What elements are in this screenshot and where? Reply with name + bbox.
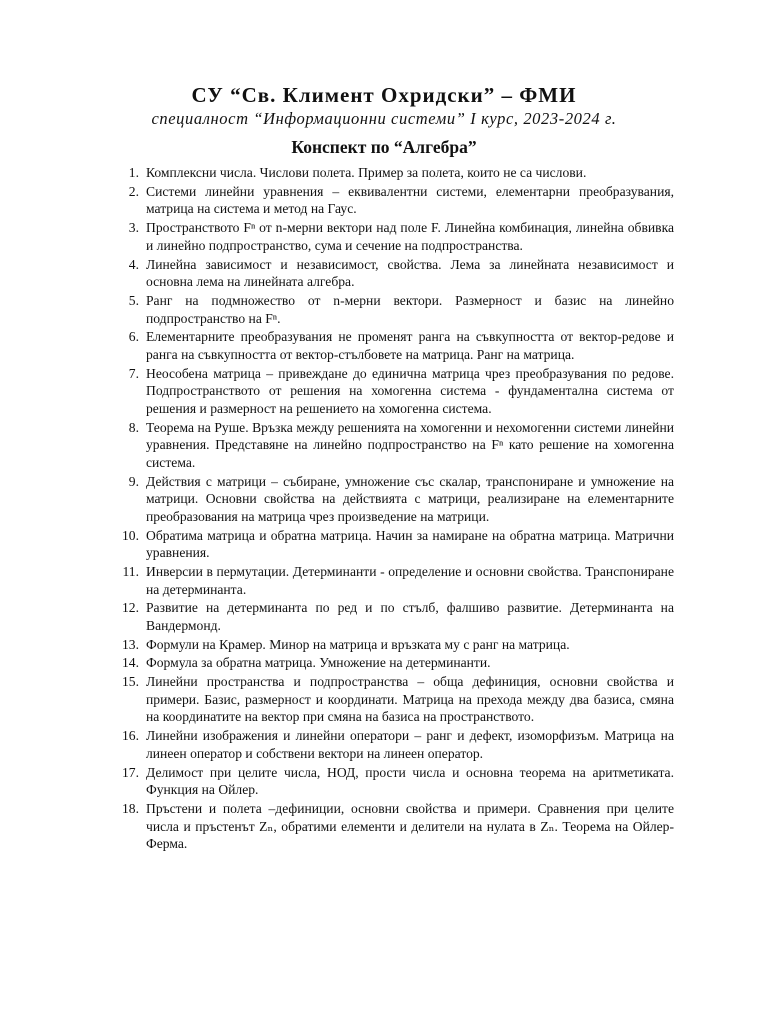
item-text: Обратима матрица и обратна матрица. Начин за намиране на обратна матрица. Матрични уравнения. <box>146 527 674 561</box>
item-number: 12. <box>122 600 139 616</box>
item-number: 8. <box>128 419 139 435</box>
topics-list <box>113 164 674 854</box>
item-text: Ранг на подмножество от n-мерни вектори. Размерност и базис на линейно подпространство на Fⁿ. <box>146 292 674 326</box>
list-item <box>113 473 674 526</box>
item-text: Развитие на детерминанта по ред и по стълб, фалшиво развитие. Детерминанта на Вандермонд. <box>146 600 674 633</box>
item-number: 17. <box>122 764 139 780</box>
list-item <box>113 183 674 218</box>
item-text: Делимост при целите числа, НОД, прости числа и основна теорема на аритметиката. Функция на Ойлер. <box>146 764 674 798</box>
list-item <box>113 599 674 634</box>
program-subheader: специалност “Информационни системи” I курс, 2023-2024 г. <box>151 109 617 128</box>
item-text: Линейни пространства и подпространства – обща дефиниция, основни свойства и примери. Базис, размерност и координати. Матрица на прехода между два базиса, смяна на координатите на вектор при смяна на базиса на пространството. <box>146 674 674 725</box>
item-number: 1. <box>128 165 139 180</box>
item-number: 6. <box>128 329 139 345</box>
item-number: 3. <box>128 220 139 236</box>
list-item <box>113 727 674 762</box>
list-item <box>113 292 674 327</box>
item-number: 13. <box>122 636 139 652</box>
list-item <box>113 164 674 182</box>
item-number: 10. <box>122 527 139 543</box>
item-text: Действия с матрици – събиране, умножение със скалар, транспониране и умножение на матрици. Основни свойства на действията с матрици, реализиране на елементарните преобразования на матрица чрез произведение на матрици. <box>146 473 674 524</box>
item-number: 4. <box>128 256 139 272</box>
list-item <box>113 256 674 291</box>
item-number: 11. <box>122 563 139 579</box>
list-item <box>113 563 674 598</box>
item-text: Линейна зависимост и независимост, свойства. Лема за линейната независимост и основна лема на линейната алгебра. <box>146 256 674 290</box>
item-text: Формула за обратна матрица. Умножение на детерминанти. <box>146 655 491 671</box>
institution-header: СУ “Св. Климент Охридски” – ФМИ <box>191 83 577 107</box>
item-text: Пръстени и полета –дефиниции, основни свойства и примери. Сравнения при целите числа и пръстенът Zₙ, обратими елементи и делители на нулата в Zₙ. Теорема на Ойлер-Ферма. <box>146 800 674 852</box>
list-item <box>113 328 674 363</box>
item-text: Системи линейни уравнения – еквивалентни системи, елементарни преобразувания, матрица на система и метод на Гаус. <box>146 183 674 217</box>
list-item <box>113 365 674 418</box>
list-item <box>113 673 674 726</box>
item-text: Пространството Fⁿ от n-мерни вектори над поле F. Линейна комбинация, линейна обвивка и линейно подпространство, сума и сечение на подпространства. <box>146 220 674 253</box>
item-number: 5. <box>128 292 139 308</box>
item-number: 9. <box>128 473 139 489</box>
list-item <box>113 219 674 254</box>
list-item <box>113 764 674 799</box>
item-text: Инверсии в пермутации. Детерминанти - определение и основни свойства. Транспониране на детерминанта. <box>146 563 674 597</box>
item-text: Линейни изображения и линейни оператори – ранг и дефект, изоморфизъм. Матрица на линеен оператор и собствени вектори на линеен оператор. <box>146 728 674 761</box>
item-text: Формули на Крамер. Минор на матрица и връзката му с ранг на матрица. <box>146 636 570 652</box>
item-number: 2. <box>128 183 139 199</box>
page-title: Конспект по “Алгебра” <box>291 137 477 157</box>
item-number: 7. <box>128 365 139 381</box>
item-number: 16. <box>122 728 139 744</box>
list-item <box>113 419 674 472</box>
list-item <box>113 527 674 562</box>
item-text: Теорема на Руше. Връзка между решенията на хомогенни и нехомогенни системи линейни уравнения. Представяне на линейно подпространство на Fⁿ като решение на хомогенна система. <box>146 419 674 470</box>
item-number: 14. <box>122 655 139 671</box>
item-text: Неособена матрица – привеждане до единична матрица чрез преобразувания по редове. Подпространството от решения на хомогенна система - фундаментална система от решения и размерност на решението на хомогенна система. <box>146 365 674 416</box>
item-number: 15. <box>122 674 139 690</box>
item-number: 18. <box>122 800 139 816</box>
item-text: Елементарните преобразувания не променят ранга на съвкупността от вектор-редове и ранга на съвкупността от вектор-стълбовете на матрица. Ранг на матрица. <box>146 329 674 362</box>
list-item <box>113 800 674 853</box>
list-item <box>113 636 674 654</box>
item-text: Комплексни числа. Числови полета. Пример за полета, които не са числови. <box>146 165 587 180</box>
list-item <box>113 654 674 672</box>
